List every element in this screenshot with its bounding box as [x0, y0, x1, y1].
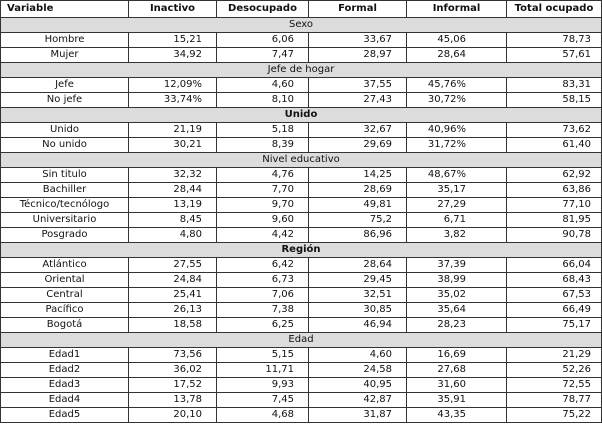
table-row	[1, 378, 602, 393]
header-row	[1, 1, 602, 18]
section-header-row	[1, 108, 602, 123]
table-cell: 75,17	[507, 318, 602, 333]
table-cell: 90,78	[507, 228, 602, 243]
table-cell: 8,45	[129, 213, 217, 228]
table-cell: 11,71	[217, 363, 309, 378]
table-cell: 8,10	[217, 93, 309, 108]
table-cell: 30,21	[129, 138, 217, 153]
row-label: No jefe	[1, 93, 129, 108]
section-header-row	[1, 18, 602, 33]
table-cell: 26,13	[129, 303, 217, 318]
table-cell: 35,17	[407, 183, 507, 198]
section-title: Jefe de hogar	[1, 63, 602, 78]
table-cell: 7,45	[217, 393, 309, 408]
table-cell: 66,49	[507, 303, 602, 318]
table-cell: 7,70	[217, 183, 309, 198]
table-cell: 6,71	[407, 213, 507, 228]
table-cell: 86,96	[309, 228, 407, 243]
table-cell: 38,99	[407, 273, 507, 288]
table-cell: 6,73	[217, 273, 309, 288]
table-row	[1, 303, 602, 318]
column-header-desocupado: Desocupado	[217, 1, 309, 18]
table-cell: 66,04	[507, 258, 602, 273]
section-title: Nivel educativo	[1, 153, 602, 168]
table-row	[1, 258, 602, 273]
table-row	[1, 228, 602, 243]
column-header-variable: Variable	[1, 1, 129, 18]
section-header-row	[1, 243, 602, 258]
table-cell: 28,23	[407, 318, 507, 333]
table-cell: 75,22	[507, 408, 602, 423]
table-cell: 37,39	[407, 258, 507, 273]
column-header-total-ocupado: Total ocupado	[507, 1, 602, 18]
table-cell: 78,77	[507, 393, 602, 408]
table-cell: 52,26	[507, 363, 602, 378]
table-cell: 7,38	[217, 303, 309, 318]
table-cell: 81,95	[507, 213, 602, 228]
table-cell: 27,68	[407, 363, 507, 378]
table-cell: 28,44	[129, 183, 217, 198]
row-label: Bogotá	[1, 318, 129, 333]
table-cell: 4,42	[217, 228, 309, 243]
table-cell: 20,10	[129, 408, 217, 423]
row-label: Edad1	[1, 348, 129, 363]
table-cell: 63,86	[507, 183, 602, 198]
table-cell: 14,25	[309, 168, 407, 183]
table-cell: 6,25	[217, 318, 309, 333]
row-label: Atlántico	[1, 258, 129, 273]
table-cell: 27,29	[407, 198, 507, 213]
row-label: Edad5	[1, 408, 129, 423]
table-cell: 72,55	[507, 378, 602, 393]
table-row	[1, 393, 602, 408]
table-cell: 27,55	[129, 258, 217, 273]
table-cell: 5,15	[217, 348, 309, 363]
row-label: Hombre	[1, 33, 129, 48]
table-cell: 31,72%	[407, 138, 507, 153]
table-row	[1, 213, 602, 228]
table-cell: 25,41	[129, 288, 217, 303]
table-cell: 61,40	[507, 138, 602, 153]
section-header-row	[1, 63, 602, 78]
table-body	[1, 18, 602, 423]
table-cell: 58,15	[507, 93, 602, 108]
table-cell: 62,92	[507, 168, 602, 183]
table-cell: 7,06	[217, 288, 309, 303]
table-cell: 6,06	[217, 33, 309, 48]
table-cell: 16,69	[407, 348, 507, 363]
section-header-row	[1, 333, 602, 348]
table-cell: 46,94	[309, 318, 407, 333]
table-row	[1, 138, 602, 153]
table-cell: 83,31	[507, 78, 602, 93]
section-header-row	[1, 153, 602, 168]
table-row	[1, 363, 602, 378]
table-cell: 30,85	[309, 303, 407, 318]
table-cell: 31,60	[407, 378, 507, 393]
table-cell: 40,96%	[407, 123, 507, 138]
table-cell: 4,68	[217, 408, 309, 423]
table-cell: 48,67%	[407, 168, 507, 183]
table-cell: 31,87	[309, 408, 407, 423]
row-label: Sin titulo	[1, 168, 129, 183]
table-cell: 27,43	[309, 93, 407, 108]
table-cell: 28,97	[309, 48, 407, 63]
table-row	[1, 198, 602, 213]
table-cell: 45,06	[407, 33, 507, 48]
table-cell: 32,51	[309, 288, 407, 303]
table-row	[1, 78, 602, 93]
table-cell: 45,76%	[407, 78, 507, 93]
table-row	[1, 273, 602, 288]
table-row	[1, 183, 602, 198]
column-header-formal: Formal	[309, 1, 407, 18]
table-cell: 29,45	[309, 273, 407, 288]
table-cell: 32,67	[309, 123, 407, 138]
row-label: Edad2	[1, 363, 129, 378]
row-label: Edad3	[1, 378, 129, 393]
table-cell: 43,35	[407, 408, 507, 423]
table-cell: 57,61	[507, 48, 602, 63]
table-cell: 9,60	[217, 213, 309, 228]
section-title: Sexo	[1, 18, 602, 33]
row-label: Posgrado	[1, 228, 129, 243]
table-cell: 13,19	[129, 198, 217, 213]
table-row	[1, 318, 602, 333]
table-cell: 24,58	[309, 363, 407, 378]
row-label: Edad4	[1, 393, 129, 408]
table-cell: 18,58	[129, 318, 217, 333]
table-row	[1, 123, 602, 138]
table-cell: 30,72%	[407, 93, 507, 108]
table-cell: 15,21	[129, 33, 217, 48]
table-row	[1, 408, 602, 423]
table-cell: 33,67	[309, 33, 407, 48]
table-cell: 73,62	[507, 123, 602, 138]
table-cell: 40,95	[309, 378, 407, 393]
table-cell: 78,73	[507, 33, 602, 48]
table-row	[1, 93, 602, 108]
row-label: Central	[1, 288, 129, 303]
table-cell: 24,84	[129, 273, 217, 288]
column-header-inactivo: Inactivo	[129, 1, 217, 18]
table-cell: 4,76	[217, 168, 309, 183]
row-label: Jefe	[1, 78, 129, 93]
table-cell: 37,55	[309, 78, 407, 93]
table-row	[1, 48, 602, 63]
table-cell: 4,60	[217, 78, 309, 93]
table-cell: 5,18	[217, 123, 309, 138]
row-label: Universitario	[1, 213, 129, 228]
section-title: Región	[1, 243, 602, 258]
table-cell: 36,02	[129, 363, 217, 378]
table-cell: 3,82	[407, 228, 507, 243]
table-cell: 4,80	[129, 228, 217, 243]
table-cell: 13,78	[129, 393, 217, 408]
table-cell: 7,47	[217, 48, 309, 63]
row-label: Mujer	[1, 48, 129, 63]
table-cell: 49,81	[309, 198, 407, 213]
table-row	[1, 168, 602, 183]
row-label: Pacífico	[1, 303, 129, 318]
table-cell: 73,56	[129, 348, 217, 363]
table-cell: 21,29	[507, 348, 602, 363]
table-cell: 77,10	[507, 198, 602, 213]
table-cell: 6,42	[217, 258, 309, 273]
table-cell: 9,93	[217, 378, 309, 393]
table-cell: 9,70	[217, 198, 309, 213]
row-label: No unido	[1, 138, 129, 153]
table-cell: 28,64	[407, 48, 507, 63]
row-label: Técnico/tecnólogo	[1, 198, 129, 213]
table-cell: 33,74%	[129, 93, 217, 108]
table-cell: 21,19	[129, 123, 217, 138]
row-label: Oriental	[1, 273, 129, 288]
table-cell: 75,2	[309, 213, 407, 228]
table-cell: 67,53	[507, 288, 602, 303]
table-cell: 35,91	[407, 393, 507, 408]
section-title: Edad	[1, 333, 602, 348]
row-label: Unido	[1, 123, 129, 138]
column-header-informal: Informal	[407, 1, 507, 18]
row-label: Bachiller	[1, 183, 129, 198]
table-cell: 8,39	[217, 138, 309, 153]
table-cell: 28,69	[309, 183, 407, 198]
table-row	[1, 33, 602, 48]
table-cell: 42,87	[309, 393, 407, 408]
table-cell: 35,02	[407, 288, 507, 303]
table-cell: 12,09%	[129, 78, 217, 93]
table-cell: 17,52	[129, 378, 217, 393]
table-cell: 68,43	[507, 273, 602, 288]
table-row	[1, 288, 602, 303]
table-cell: 4,60	[309, 348, 407, 363]
table-cell: 29,69	[309, 138, 407, 153]
table-cell: 28,64	[309, 258, 407, 273]
table-row	[1, 348, 602, 363]
table-cell: 35,64	[407, 303, 507, 318]
table-cell: 34,92	[129, 48, 217, 63]
table-cell: 32,32	[129, 168, 217, 183]
section-title: Unido	[1, 108, 602, 123]
